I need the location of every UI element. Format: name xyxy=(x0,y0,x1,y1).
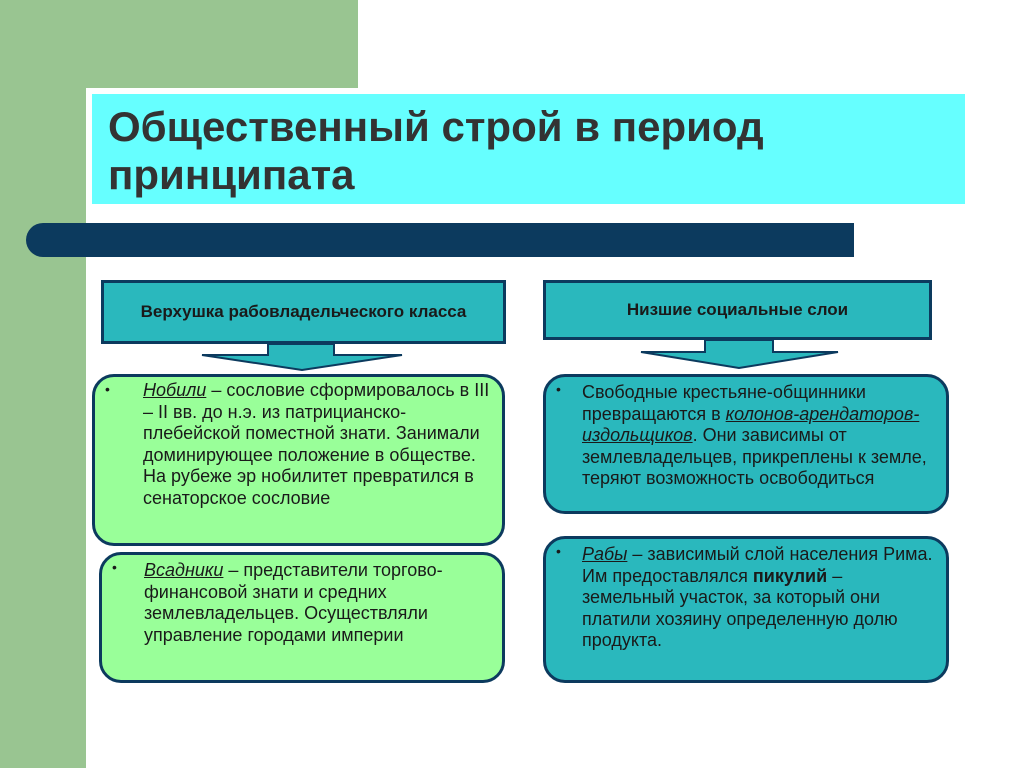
bullet-icon: • xyxy=(556,543,561,559)
nobili-description: – сословие сформировалось в III – II вв. до н.э. из патрицианско-плебейской поместной знати. Занимали доминирующее положение в обществе. На рубеже эр нобилитет превратился в сенаторское сословие xyxy=(143,380,490,508)
term-pikuliy: пикулий xyxy=(752,565,828,586)
decorative-green-band-left xyxy=(0,0,86,768)
box-raby xyxy=(543,536,949,683)
bullet-icon: • xyxy=(556,381,561,397)
slide-title: Общественный строй в период принципата xyxy=(108,103,764,198)
krestyane-text xyxy=(582,382,936,490)
raby-text-before: – зависимый слой населения Рима. Им предоставлялся xyxy=(582,544,933,586)
bullet-icon: • xyxy=(105,381,110,397)
header-upper-class-label: Верхушка рабовладельческого класса xyxy=(140,302,467,321)
vsadniki-description: – представители торгово-финансовой знати и средних землевладельцев. Осуществляли управление городами империи xyxy=(144,560,443,645)
term-vsadniki: Всадники xyxy=(144,560,224,580)
raby-text-after: – земельный участок, за который они платили хозяину определенную долю продукта. xyxy=(582,565,898,650)
term-raby: Рабы xyxy=(582,544,628,564)
raby-text xyxy=(582,544,936,652)
krestyane-text-after: . Они зависимы от землевладельцев, прикреплены к земле, теряют возможность освободиться xyxy=(582,425,927,488)
arrow-down-right-icon xyxy=(639,338,841,370)
krestyane-text-before: Свободные крестьяне-общинники превращаются в xyxy=(582,382,866,424)
header-lower-strata-label: Низшие социальные слои xyxy=(626,300,849,319)
box-krestyane xyxy=(543,374,949,514)
header-lower-strata xyxy=(543,280,932,340)
term-nobili: Нобили xyxy=(143,380,207,400)
header-upper-class xyxy=(101,280,506,344)
term-kolony: колонов-арендаторов-издольщиков xyxy=(582,403,920,445)
box-vsadniki xyxy=(99,552,505,683)
bullet-icon: • xyxy=(112,559,117,575)
arrow-down-left-icon xyxy=(200,342,405,372)
nobili-text xyxy=(143,380,490,509)
vsadniki-text xyxy=(144,560,490,646)
box-nobili xyxy=(92,374,505,546)
decorative-dark-bar xyxy=(26,223,854,257)
